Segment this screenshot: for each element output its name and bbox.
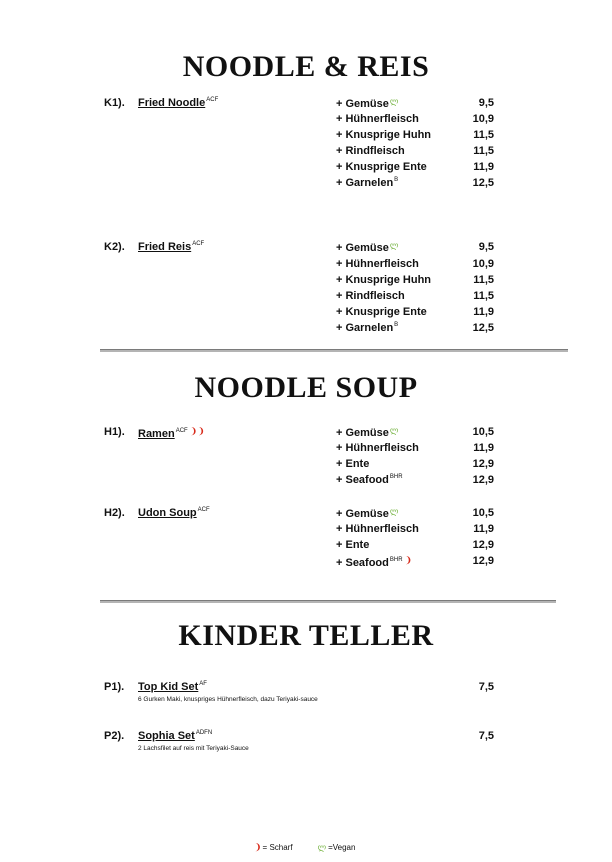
item-price: 10,9 — [472, 258, 494, 270]
item-price: 9,5 — [478, 241, 494, 253]
item-option: + Gemüse$^ლ$ — [336, 507, 399, 520]
leaf-icon: ლ — [389, 241, 399, 250]
leaf-icon: ლ — [389, 97, 399, 106]
item-option: + Garnelen$^B$ — [336, 177, 399, 189]
item-option: + Gemüse$^ლ$ — [336, 97, 399, 110]
item-price: 11,5 — [473, 290, 494, 302]
item-name: Top Kid Set$^{AF}$ — [138, 681, 207, 693]
item-code: P1). — [104, 681, 125, 693]
item-option: + Seafood$^{BHR}$ — [336, 474, 403, 486]
item-option: + Gemüse$^ლ$ — [336, 241, 399, 254]
item-price: 11,5 — [473, 145, 494, 157]
item-option: + Hühnerfleisch — [336, 113, 419, 125]
item-code: H1). — [104, 426, 125, 438]
item-price: 12,5 — [472, 322, 494, 334]
item-price: 11,5 — [473, 274, 494, 286]
item-name: Udon Soup$^{ACF}$ — [138, 507, 210, 519]
chili-icon: ❩ — [254, 842, 262, 852]
item-price: 10,5 — [472, 426, 494, 438]
leaf-icon: ლ — [317, 843, 327, 852]
leaf-icon: ლ — [389, 507, 399, 516]
item-option: + Hühnerfleisch — [336, 258, 419, 270]
item-name: Fried Reis$^{ACF}$ — [138, 241, 205, 253]
leaf-icon: ლ — [389, 426, 399, 435]
item-price: 12,9 — [472, 555, 494, 567]
item-option: + Rindfleisch — [336, 145, 405, 157]
item-price: 7,5 — [478, 681, 494, 693]
item-description: 2 Lachsfilet auf reis mit Teriyaki-Sauce — [138, 745, 249, 752]
item-name: Sophia Set$^{ADFN}$ — [138, 730, 213, 742]
item-option: + Ente — [336, 539, 370, 551]
item-description: 6 Gurken Maki, knuspriges Hühnerfleisch, dazu Teriyaki-sauce — [138, 696, 318, 703]
section-title-noodle-reis: NOODLE & REIS — [182, 50, 430, 83]
legend — [254, 842, 355, 853]
item-price: 11,9 — [473, 306, 494, 318]
legend-spicy-label: = Scharf — [262, 843, 293, 852]
item-name: Ramen$^{ACF}$ ❩❩ — [138, 426, 205, 440]
item-code: K1). — [104, 97, 125, 109]
item-option: + Garnelen$^B$ — [336, 322, 399, 334]
item-option: + Gemüse$^ლ$ — [336, 426, 399, 439]
legend-vegan-label: =Vegan — [328, 843, 356, 852]
item-price: 7,5 — [478, 730, 494, 742]
item-name: Fried Noodle$^{ACF}$ — [138, 97, 219, 109]
section-title-noodle-soup: NOODLE SOUP — [194, 371, 418, 404]
item-option: + Knusprige Ente — [336, 161, 427, 173]
item-price: 11,9 — [473, 523, 494, 535]
item-option: + Hühnerfleisch — [336, 442, 419, 454]
item-price: 12,9 — [472, 458, 494, 470]
item-price: 10,9 — [472, 113, 494, 125]
chili-icon: ❩❩ — [189, 426, 205, 436]
section-title-kinder-teller: KINDER TELLER — [178, 619, 434, 652]
item-price: 9,5 — [478, 97, 494, 109]
item-option: + Knusprige Ente — [336, 306, 427, 318]
item-price: 12,5 — [472, 177, 494, 189]
item-price: 11,9 — [473, 161, 494, 173]
item-price: 12,9 — [472, 539, 494, 551]
item-option: + Rindfleisch — [336, 290, 405, 302]
item-option: + Ente — [336, 458, 370, 470]
item-code: P2). — [104, 730, 125, 742]
item-option: + Hühnerfleisch — [336, 523, 419, 535]
item-option: + Seafood$^{BHR}$ ❩ — [336, 555, 413, 569]
item-option: + Knusprige Huhn — [336, 274, 432, 286]
item-code: H2). — [104, 507, 125, 519]
item-code: K2). — [104, 241, 125, 253]
item-option: + Knusprige Huhn — [336, 129, 432, 141]
item-price: 10,5 — [472, 507, 494, 519]
item-price: 12,9 — [472, 474, 494, 486]
item-price: 11,9 — [473, 442, 494, 454]
section-divider — [100, 600, 556, 603]
chili-icon: ❩ — [404, 555, 413, 565]
section-divider — [100, 349, 568, 352]
item-price: 11,5 — [473, 129, 494, 141]
